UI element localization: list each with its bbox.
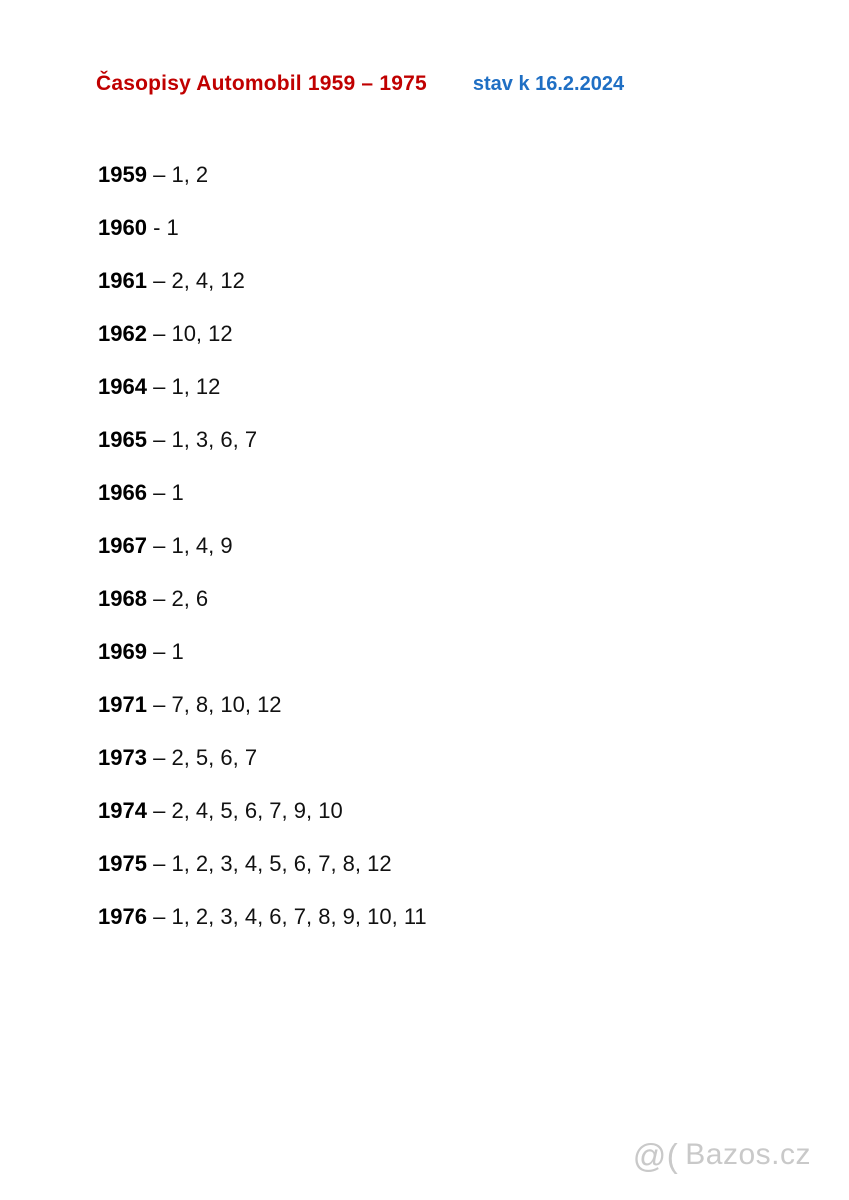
list-item-year: 1966 bbox=[98, 480, 147, 505]
list-item bbox=[98, 784, 778, 837]
list-item bbox=[98, 678, 778, 731]
list-item-year: 1961 bbox=[98, 268, 147, 293]
list-item-separator: – bbox=[153, 427, 166, 452]
list-item-separator: – bbox=[153, 533, 166, 558]
watermark bbox=[633, 1138, 811, 1172]
list-item-separator: - bbox=[153, 215, 161, 240]
list-item-year: 1969 bbox=[98, 639, 147, 664]
list-item-year: 1968 bbox=[98, 586, 147, 611]
list-item-separator: – bbox=[153, 586, 166, 611]
at-icon: @( bbox=[632, 1136, 679, 1174]
list-item-year: 1976 bbox=[98, 904, 147, 929]
list-item bbox=[98, 572, 778, 625]
list-item-separator: – bbox=[153, 745, 166, 770]
list-item-separator: – bbox=[153, 639, 166, 664]
list-item-year: 1973 bbox=[98, 745, 147, 770]
list-item-issues: 1, 2 bbox=[171, 162, 209, 187]
list-item-issues: 1, 2, 3, 4, 5, 6, 7, 8, 12 bbox=[171, 851, 392, 876]
list-item bbox=[98, 890, 778, 943]
list-item-year: 1971 bbox=[98, 692, 147, 717]
watermark-text: Bazos.cz bbox=[685, 1138, 811, 1171]
list-item-issues: 2, 5, 6, 7 bbox=[171, 745, 258, 770]
list-item-separator: – bbox=[153, 268, 166, 293]
list-item-separator: – bbox=[153, 692, 166, 717]
list-item-separator: – bbox=[153, 851, 166, 876]
list-item-issues: 1 bbox=[171, 480, 184, 505]
list-item-issues: 2, 4, 12 bbox=[171, 268, 245, 293]
list-item-separator: – bbox=[153, 798, 166, 823]
list-item bbox=[98, 625, 778, 678]
list-item bbox=[98, 731, 778, 784]
list-item-issues: 10, 12 bbox=[171, 321, 233, 346]
list-item-year: 1965 bbox=[98, 427, 147, 452]
list-item-separator: – bbox=[153, 162, 166, 187]
list-item bbox=[98, 466, 778, 519]
list-item-year: 1975 bbox=[98, 851, 147, 876]
list-item-year: 1962 bbox=[98, 321, 147, 346]
list-item-separator: – bbox=[153, 374, 166, 399]
list-item-year: 1960 bbox=[98, 215, 147, 240]
list-item bbox=[98, 413, 778, 466]
list-item bbox=[98, 254, 778, 307]
page-title: Časopisy Automobil 1959 – 1975 bbox=[96, 72, 427, 95]
list-item-issues: 7, 8, 10, 12 bbox=[171, 692, 282, 717]
list-item bbox=[98, 519, 778, 572]
document-header bbox=[96, 72, 624, 96]
list-item-issues: 2, 6 bbox=[171, 586, 209, 611]
list-item bbox=[98, 201, 778, 254]
list-item-issues: 1 bbox=[166, 215, 179, 240]
list-item-separator: – bbox=[153, 480, 166, 505]
list-item-year: 1974 bbox=[98, 798, 147, 823]
list-item-year: 1959 bbox=[98, 162, 147, 187]
status-date: stav k 16.2.2024 bbox=[472, 73, 625, 95]
list-item bbox=[98, 148, 778, 201]
list-item-separator: – bbox=[153, 321, 166, 346]
list-item bbox=[98, 360, 778, 413]
list-item-year: 1964 bbox=[98, 374, 147, 399]
list-item-issues: 1, 3, 6, 7 bbox=[171, 427, 258, 452]
list-item-separator: – bbox=[153, 904, 166, 929]
list-item bbox=[98, 307, 778, 360]
magazine-year-list bbox=[98, 148, 778, 943]
list-item-year: 1967 bbox=[98, 533, 147, 558]
list-item-issues: 2, 4, 5, 6, 7, 9, 10 bbox=[171, 798, 343, 823]
list-item-issues: 1, 2, 3, 4, 6, 7, 8, 9, 10, 11 bbox=[171, 904, 427, 929]
list-item-issues: 1, 12 bbox=[171, 374, 221, 399]
list-item-issues: 1, 4, 9 bbox=[171, 533, 233, 558]
list-item bbox=[98, 837, 778, 890]
list-item-issues: 1 bbox=[171, 639, 184, 664]
